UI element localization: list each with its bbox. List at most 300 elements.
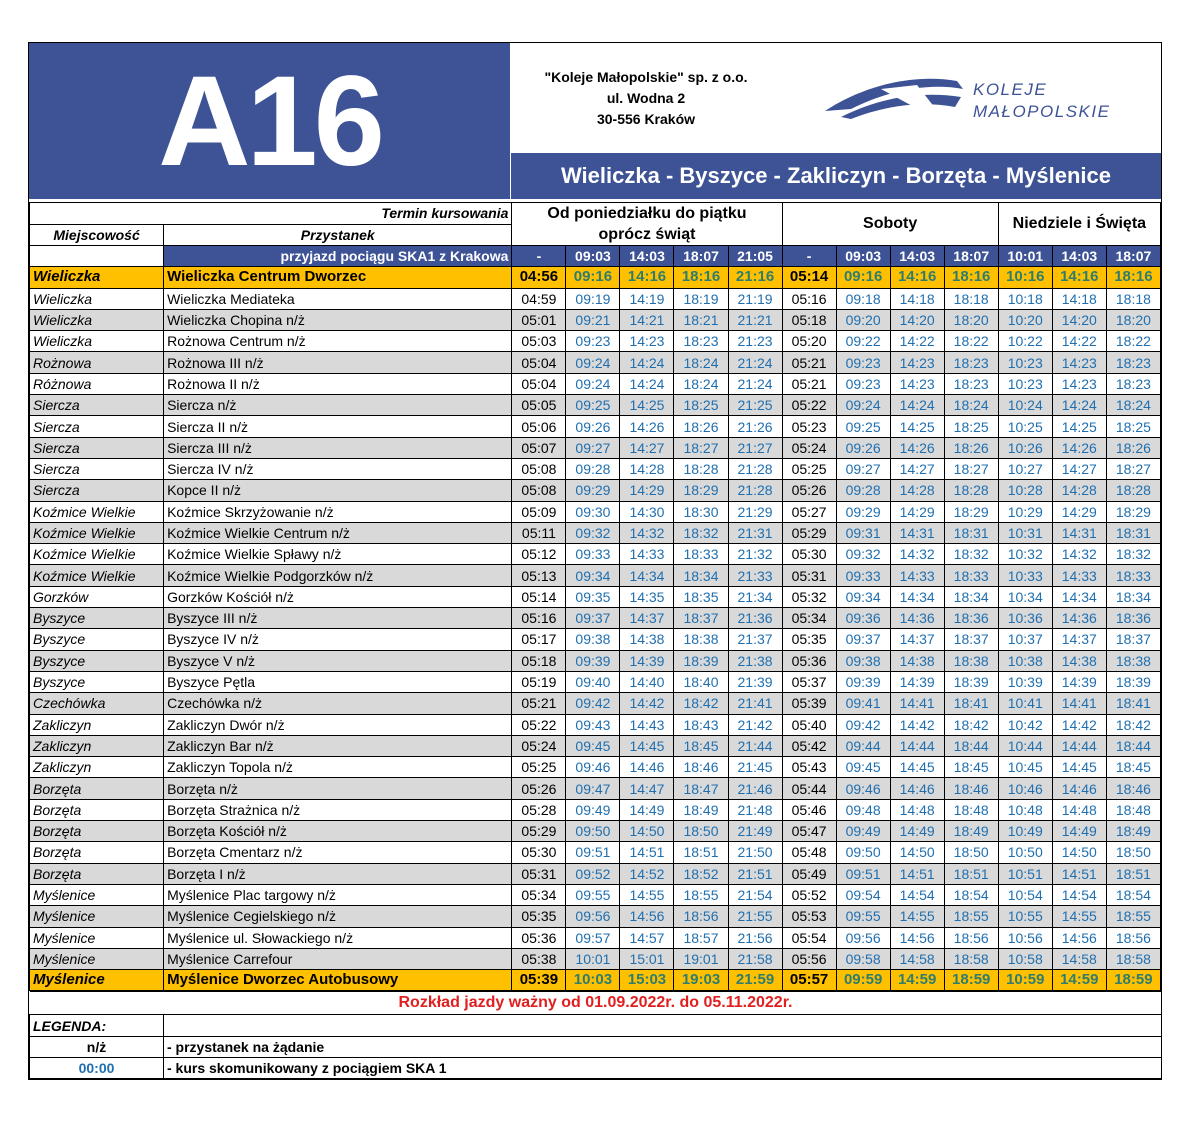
departure-time: 05:06 (512, 416, 566, 437)
departure-time: 18:58 (944, 948, 998, 969)
departure-time: 18:54 (944, 884, 998, 905)
departure-time: 10:42 (998, 714, 1052, 735)
stop-name: Rożnowa II n/ż (164, 373, 512, 394)
departure-time: 14:44 (1052, 735, 1106, 756)
departure-time: 09:59 (836, 970, 890, 991)
route-number-box (29, 43, 510, 199)
departure-time: 05:36 (782, 650, 836, 671)
stop-city: Siercza (30, 437, 164, 458)
stop-row (30, 693, 1161, 714)
departure-time: 21:37 (728, 629, 782, 650)
stop-city: Koźmice Wielkie (30, 501, 164, 522)
departure-time: 14:38 (620, 629, 674, 650)
departure-time: 05:34 (512, 884, 566, 905)
stop-row (30, 458, 1161, 479)
legend-time-desc: - kurs skomunikowany z pociągiem SKA 1 (164, 1057, 1162, 1078)
departure-time: 18:26 (674, 416, 728, 437)
departure-time: 09:47 (566, 778, 620, 799)
departure-time: 10:51 (998, 863, 1052, 884)
departure-time: 09:35 (566, 586, 620, 607)
weekday-header (512, 203, 782, 246)
departure-time: 14:24 (620, 352, 674, 373)
company-city: 30-556 Kraków (596, 111, 696, 127)
departure-time: 18:38 (944, 650, 998, 671)
departure-time: 10:54 (998, 884, 1052, 905)
departure-time: 05:30 (782, 544, 836, 565)
departure-time: 05:44 (782, 778, 836, 799)
departure-time: 18:34 (674, 565, 728, 586)
departure-time: 05:03 (512, 331, 566, 352)
stop-row (30, 948, 1161, 969)
departure-time: 18:25 (1106, 416, 1160, 437)
stop-city: Borzęta (30, 842, 164, 863)
departure-time: 14:35 (620, 586, 674, 607)
departure-time: 21:56 (728, 927, 782, 948)
stop-row (30, 522, 1161, 543)
departure-time: 05:26 (782, 480, 836, 501)
stop-row (30, 714, 1161, 735)
train-time: - (782, 246, 836, 267)
departure-time: 10:58 (998, 948, 1052, 969)
departure-time: 10:45 (998, 757, 1052, 778)
stop-row (30, 671, 1161, 692)
departure-time: 10:41 (998, 693, 1052, 714)
departure-time: 18:39 (674, 650, 728, 671)
stop-name: Czechówka n/ż (164, 693, 512, 714)
departure-time: 18:28 (1106, 480, 1160, 501)
departure-time: 18:45 (944, 757, 998, 778)
stop-name: Koźmice Wielkie Podgorzków n/ż (164, 565, 512, 586)
departure-time: 21:45 (728, 757, 782, 778)
departure-time: 05:21 (512, 693, 566, 714)
departure-time: 09:39 (836, 671, 890, 692)
departure-time: 05:24 (512, 735, 566, 756)
departure-time: 14:26 (890, 437, 944, 458)
stop-city: Wieliczka (30, 331, 164, 352)
departure-time: 18:39 (1106, 671, 1160, 692)
departure-time: 21:44 (728, 735, 782, 756)
departure-time: 14:56 (890, 927, 944, 948)
stop-name: Byszyce IV n/ż (164, 629, 512, 650)
departure-time: 18:31 (1106, 522, 1160, 543)
departure-time: 14:48 (890, 799, 944, 820)
departure-time: 05:42 (782, 735, 836, 756)
departure-time: 09:34 (836, 586, 890, 607)
departure-time: 21:28 (728, 458, 782, 479)
stop-name: Wieliczka Chopina n/ż (164, 309, 512, 330)
departure-time: 14:25 (620, 395, 674, 416)
departure-time: 10:31 (998, 522, 1052, 543)
departure-time: 18:54 (1106, 884, 1160, 905)
departure-time: 10:50 (998, 842, 1052, 863)
departure-time: 18:29 (944, 501, 998, 522)
departure-time: 09:34 (566, 565, 620, 586)
departure-time: 14:18 (1052, 288, 1106, 309)
footer-table (29, 991, 1162, 1079)
departure-time: 14:28 (620, 458, 674, 479)
departure-time: 14:51 (890, 863, 944, 884)
stop-row (30, 927, 1161, 948)
stop-col-header: Przystanek (164, 224, 512, 246)
departure-time: 18:38 (1106, 650, 1160, 671)
stop-city: Koźmice Wielkie (30, 544, 164, 565)
legend-nz-desc: - przystanek na żądanie (164, 1036, 1162, 1057)
departure-time: 09:57 (566, 927, 620, 948)
departure-time: 21:26 (728, 416, 782, 437)
departure-time: 09:29 (566, 480, 620, 501)
departure-time: 05:12 (512, 544, 566, 565)
departure-time: 09:40 (566, 671, 620, 692)
departure-time: 05:27 (782, 501, 836, 522)
departure-time: 09:41 (836, 693, 890, 714)
departure-time: 05:28 (512, 799, 566, 820)
stop-row (30, 884, 1161, 905)
departure-time: 09:38 (566, 629, 620, 650)
departure-time: 05:46 (782, 799, 836, 820)
departure-time: 14:29 (1052, 501, 1106, 522)
departure-time: 10:44 (998, 735, 1052, 756)
departure-time: 05:39 (512, 970, 566, 991)
company-logo-icon (821, 67, 971, 127)
timetable-sheet (28, 42, 1162, 1080)
departure-time: 05:11 (512, 522, 566, 543)
departure-time: 18:52 (674, 863, 728, 884)
departure-time: 14:23 (890, 352, 944, 373)
departure-time: 14:18 (890, 288, 944, 309)
logo-text (973, 79, 1110, 123)
legend-row-time (30, 1057, 1162, 1078)
departure-time: 09:24 (566, 352, 620, 373)
stop-row (30, 608, 1161, 629)
departure-time: 09:51 (836, 863, 890, 884)
departure-time: 21:28 (728, 480, 782, 501)
departure-time: 09:46 (836, 778, 890, 799)
departure-time: 09:42 (836, 714, 890, 735)
departure-time: 05:21 (782, 352, 836, 373)
departure-time: 14:23 (1052, 373, 1106, 394)
departure-time: 05:05 (512, 395, 566, 416)
departure-time: 10:16 (998, 267, 1052, 288)
departure-time: 09:49 (566, 799, 620, 820)
departure-time: 18:21 (674, 309, 728, 330)
departure-time: 21:33 (728, 565, 782, 586)
departure-time: 05:08 (512, 480, 566, 501)
departure-time: 05:16 (782, 288, 836, 309)
company-street: ul. Wodna 2 (606, 90, 686, 106)
departure-time: 09:45 (836, 757, 890, 778)
departure-time: 21:41 (728, 693, 782, 714)
departure-time: 18:16 (1106, 267, 1160, 288)
legend-title: LEGENDA: (30, 1015, 164, 1036)
train-time: 09:03 (836, 246, 890, 267)
departure-time: 14:45 (620, 735, 674, 756)
departure-time: 14:56 (620, 906, 674, 927)
departure-time: 10:56 (998, 927, 1052, 948)
departure-time: 21:50 (728, 842, 782, 863)
departure-time: 18:45 (1106, 757, 1160, 778)
departure-time: 14:16 (1052, 267, 1106, 288)
train-arrival-row (30, 246, 1161, 267)
departure-time: 05:37 (782, 671, 836, 692)
departure-time: 05:26 (512, 778, 566, 799)
stop-name: Myślenice Cegielskiego n/ż (164, 906, 512, 927)
stop-city: Koźmice Wielkie (30, 522, 164, 543)
departure-time: 14:20 (890, 309, 944, 330)
stop-name: Siercza III n/ż (164, 437, 512, 458)
departure-time: 14:27 (890, 458, 944, 479)
legend-time-symbol: 00:00 (30, 1057, 164, 1078)
departure-time: 05:35 (782, 629, 836, 650)
departure-time: 21:21 (728, 309, 782, 330)
departure-time: 05:14 (782, 267, 836, 288)
stop-city: Zakliczyn (30, 757, 164, 778)
stop-city: Różnowa (30, 373, 164, 394)
departure-time: 10:26 (998, 437, 1052, 458)
departure-time: 14:48 (1052, 799, 1106, 820)
departure-time: 09:42 (566, 693, 620, 714)
departure-time: 14:28 (1052, 480, 1106, 501)
train-time: 10:01 (998, 246, 1052, 267)
departure-time: 18:32 (674, 522, 728, 543)
stop-row (30, 778, 1161, 799)
departure-time: 09:23 (566, 331, 620, 352)
stop-row (30, 416, 1161, 437)
stop-row (30, 799, 1161, 820)
departure-time: 10:23 (998, 352, 1052, 373)
departure-time: 14:44 (890, 735, 944, 756)
departure-time: 14:45 (1052, 757, 1106, 778)
stop-row (30, 821, 1161, 842)
departure-time: 14:37 (1052, 629, 1106, 650)
departure-time: 14:23 (620, 331, 674, 352)
departure-time: 14:16 (890, 267, 944, 288)
departure-time: 14:55 (890, 906, 944, 927)
departure-time: 05:13 (512, 565, 566, 586)
departure-time: 09:50 (836, 842, 890, 863)
departure-time: 05:57 (782, 970, 836, 991)
departure-time: 09:30 (566, 501, 620, 522)
departure-time: 05:35 (512, 906, 566, 927)
departure-time: 05:54 (782, 927, 836, 948)
stop-row (30, 352, 1161, 373)
stop-row (30, 629, 1161, 650)
stop-city: Borzęta (30, 821, 164, 842)
departure-time: 18:39 (944, 671, 998, 692)
departure-time: 15:01 (620, 948, 674, 969)
departure-time: 18:46 (674, 757, 728, 778)
departure-time: 09:58 (836, 948, 890, 969)
departure-time: 21:24 (728, 373, 782, 394)
departure-time: 18:20 (944, 309, 998, 330)
departure-time: 09:20 (836, 309, 890, 330)
termin-label: Termin kursowania (30, 203, 512, 225)
departure-time: 05:36 (512, 927, 566, 948)
stop-city: Siercza (30, 416, 164, 437)
departure-time: 18:24 (1106, 395, 1160, 416)
departure-time: 04:56 (512, 267, 566, 288)
departure-time: 10:25 (998, 416, 1052, 437)
departure-time: 05:04 (512, 352, 566, 373)
departure-time: 05:48 (782, 842, 836, 863)
departure-time: 14:16 (620, 267, 674, 288)
departure-time: 14:32 (620, 522, 674, 543)
departure-time: 09:22 (836, 331, 890, 352)
stop-city: Wieliczka (30, 288, 164, 309)
departure-time: 18:22 (1106, 331, 1160, 352)
departure-time: 05:24 (782, 437, 836, 458)
departure-time: 18:32 (1106, 544, 1160, 565)
departure-time: 09:31 (836, 522, 890, 543)
departure-time: 10:03 (566, 970, 620, 991)
header-row-1 (30, 203, 1161, 225)
stop-row (30, 288, 1161, 309)
departure-time: 18:51 (674, 842, 728, 863)
departure-time: 05:34 (782, 608, 836, 629)
departure-time: 18:41 (1106, 693, 1160, 714)
route-name: Wieliczka - Byszyce - Zakliczyn - Borzęta - Myślenice (560, 163, 1111, 188)
stop-city: Gorzków (30, 586, 164, 607)
departure-time: 14:56 (1052, 927, 1106, 948)
departure-time: 18:26 (1106, 437, 1160, 458)
departure-time: 14:55 (620, 884, 674, 905)
departure-time: 18:30 (674, 501, 728, 522)
departure-time: 09:55 (836, 906, 890, 927)
train-time: 14:03 (1052, 246, 1106, 267)
departure-time: 05:40 (782, 714, 836, 735)
departure-time: 18:56 (1106, 927, 1160, 948)
departure-time: 21:54 (728, 884, 782, 905)
stop-city: Siercza (30, 395, 164, 416)
departure-time: 05:49 (782, 863, 836, 884)
train-time: - (512, 246, 566, 267)
departure-time: 18:22 (944, 331, 998, 352)
stop-name: Siercza n/ż (164, 395, 512, 416)
departure-time: 14:46 (1052, 778, 1106, 799)
train-time: 21:05 (728, 246, 782, 267)
stop-name: Kopce II n/ż (164, 480, 512, 501)
departure-time: 18:24 (944, 395, 998, 416)
departure-time: 09:28 (566, 458, 620, 479)
legend-row-nz (30, 1036, 1162, 1057)
departure-time: 18:40 (674, 671, 728, 692)
stop-city: Rożnowa (30, 352, 164, 373)
departure-time: 10:28 (998, 480, 1052, 501)
stop-row (30, 544, 1161, 565)
departure-time: 21:49 (728, 821, 782, 842)
departure-time: 14:34 (890, 586, 944, 607)
departure-time: 09:28 (836, 480, 890, 501)
departure-time: 09:55 (566, 884, 620, 905)
departure-time: 21:38 (728, 650, 782, 671)
departure-time: 18:57 (674, 927, 728, 948)
departure-time: 10:20 (998, 309, 1052, 330)
departure-time: 18:34 (1106, 586, 1160, 607)
departure-time: 18:47 (674, 778, 728, 799)
departure-time: 09:23 (836, 373, 890, 394)
departure-time: 05:25 (782, 458, 836, 479)
departure-time: 18:42 (944, 714, 998, 735)
departure-time: 09:32 (566, 522, 620, 543)
departure-time: 18:49 (944, 821, 998, 842)
stop-city: Zakliczyn (30, 714, 164, 735)
departure-time: 14:39 (890, 671, 944, 692)
stop-row (30, 735, 1161, 756)
departure-time: 14:19 (620, 288, 674, 309)
stop-row (30, 501, 1161, 522)
departure-time: 21:39 (728, 671, 782, 692)
departure-time: 14:50 (890, 842, 944, 863)
train-time: 18:07 (1106, 246, 1160, 267)
departure-time: 18:23 (674, 331, 728, 352)
departure-time: 05:38 (512, 948, 566, 969)
departure-time: 18:59 (1106, 970, 1160, 991)
departure-time: 18:48 (944, 799, 998, 820)
departure-time: 09:18 (836, 288, 890, 309)
departure-time: 05:17 (512, 629, 566, 650)
departure-time: 14:38 (890, 650, 944, 671)
departure-time: 05:18 (782, 309, 836, 330)
departure-time: 09:56 (566, 906, 620, 927)
stop-name: Borzęta n/ż (164, 778, 512, 799)
departure-time: 14:34 (1052, 586, 1106, 607)
departure-time: 14:36 (890, 608, 944, 629)
departure-time: 14:55 (1052, 906, 1106, 927)
departure-time: 18:46 (1106, 778, 1160, 799)
departure-time: 09:44 (836, 735, 890, 756)
stop-city: Siercza (30, 458, 164, 479)
stop-city: Zakliczyn (30, 735, 164, 756)
departure-time: 09:49 (836, 821, 890, 842)
departure-time: 14:43 (620, 714, 674, 735)
departure-time: 05:22 (512, 714, 566, 735)
departure-time: 21:24 (728, 352, 782, 373)
departure-time: 09:37 (836, 629, 890, 650)
train-time: 14:03 (890, 246, 944, 267)
departure-time: 18:27 (944, 458, 998, 479)
departure-time: 14:58 (1052, 948, 1106, 969)
train-row-blank (30, 246, 164, 267)
stop-city: Borzęta (30, 778, 164, 799)
departure-time: 10:32 (998, 544, 1052, 565)
departure-time: 18:33 (674, 544, 728, 565)
departure-time: 18:44 (944, 735, 998, 756)
departure-time: 18:50 (944, 842, 998, 863)
departure-time: 14:46 (620, 757, 674, 778)
departure-time: 14:33 (620, 544, 674, 565)
departure-time: 05:53 (782, 906, 836, 927)
stop-city: Czechówka (30, 693, 164, 714)
legend-nz-symbol: n/ż (30, 1036, 164, 1057)
stop-name: Myślenice Carrefour (164, 948, 512, 969)
departure-time: 05:47 (782, 821, 836, 842)
departure-time: 18:55 (674, 884, 728, 905)
departure-time: 10:01 (566, 948, 620, 969)
departure-time: 21:16 (728, 267, 782, 288)
departure-time: 14:25 (1052, 416, 1106, 437)
stop-row (30, 863, 1161, 884)
departure-time: 09:23 (836, 352, 890, 373)
departure-time: 14:42 (1052, 714, 1106, 735)
departure-time: 09:26 (836, 437, 890, 458)
departure-time: 14:42 (890, 714, 944, 735)
departure-time: 14:32 (890, 544, 944, 565)
departure-time: 05:07 (512, 437, 566, 458)
departure-time: 05:14 (512, 586, 566, 607)
departure-time: 21:31 (728, 522, 782, 543)
departure-time: 09:38 (836, 650, 890, 671)
stop-city: Byszyce (30, 650, 164, 671)
departure-time: 14:41 (890, 693, 944, 714)
